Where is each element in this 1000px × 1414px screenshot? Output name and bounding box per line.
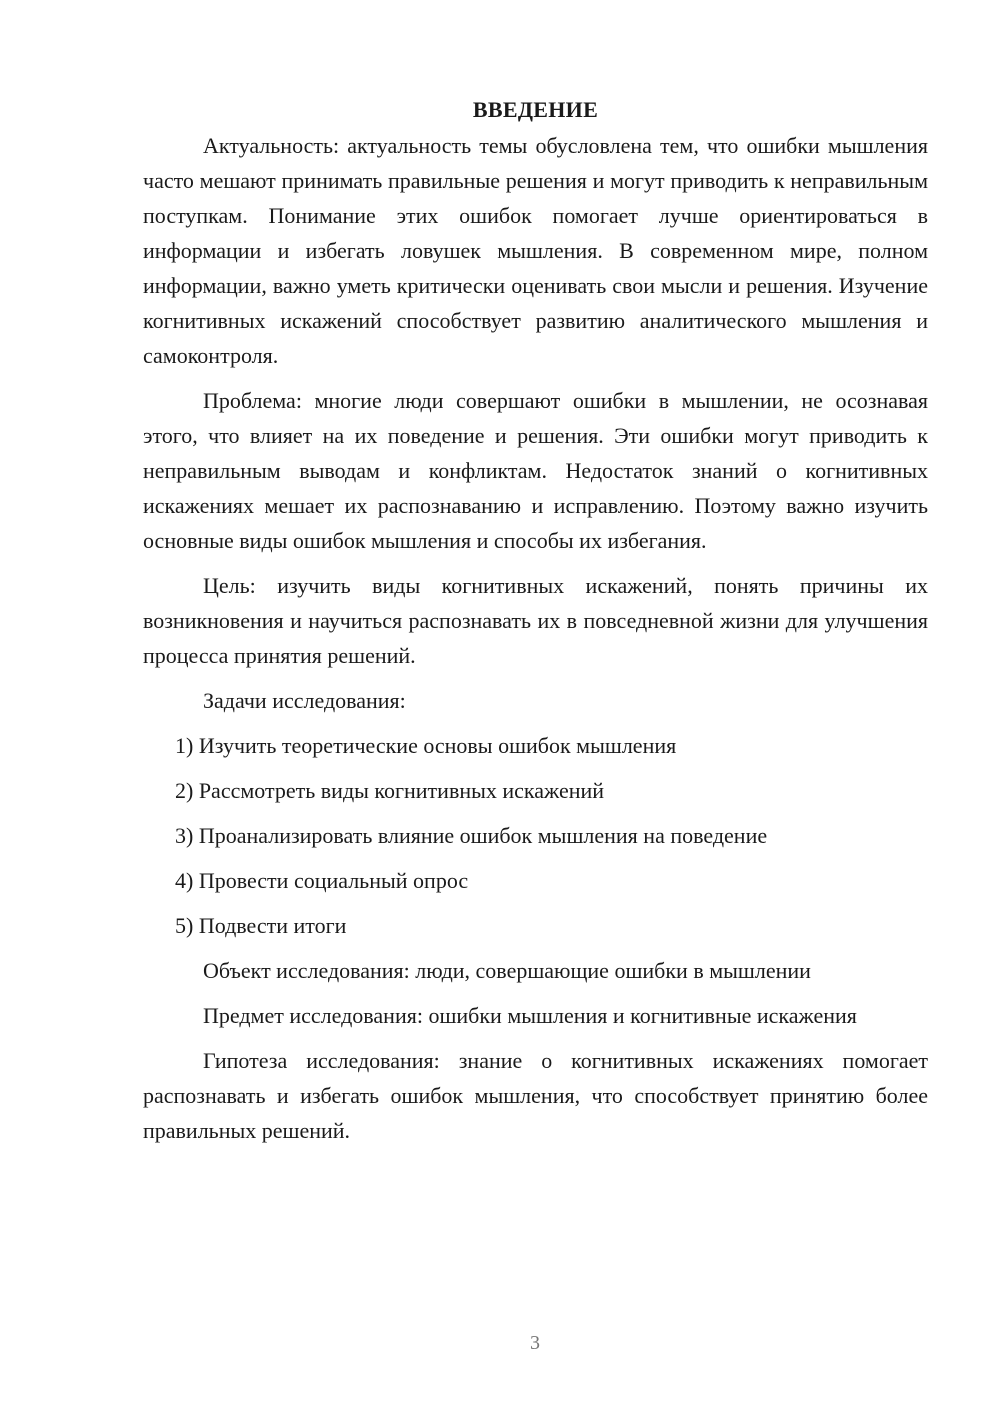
subject-paragraph: Предмет исследования: ошибки мышления и когнитивные искажения <box>203 1003 857 1028</box>
document-page <box>143 92 928 1158</box>
page-number: 3 <box>530 1332 540 1354</box>
page-title: ВВЕДЕНИЕ <box>472 97 599 122</box>
list-item: 2) Рассмотреть виды когнитивных искажений <box>175 778 605 803</box>
tasks-heading: Задачи исследования: <box>203 688 406 713</box>
goal-paragraph: Цель: изучить виды когнитивных искажений, понять причины их возникновения и научиться распознавать их в повседневной жизни для улучшения процесса принятия решений. <box>143 573 928 668</box>
tasks-list <box>143 728 928 943</box>
object-paragraph: Объект исследования: люди, совершающие ошибки в мышлении <box>203 958 811 983</box>
list-item: 1) Изучить теоретические основы ошибок мышления <box>175 733 677 758</box>
list-item: 5) Подвести итоги <box>175 913 347 938</box>
list-item: 4) Провести социальный опрос <box>175 868 469 893</box>
relevance-paragraph: Актуальность: актуальность темы обусловлена тем, что ошибки мышления часто мешают принимать правильные решения и могут приводить к неправильным поступкам. Понимание этих ошибок помогает лучше ориентироваться в информации и избегать ловушек мышления. В современном мире, полном информации, важно уметь критически оценивать свои мысли и решения. Изучение когнитивных искажений способствует развитию аналитического мышления и самоконтроля. <box>143 133 928 368</box>
hypothesis-paragraph: Гипотеза исследования: знание о когнитивных искажениях помогает распознавать и избегать ошибок мышления, что способствует принятию более правильных решений. <box>143 1048 928 1143</box>
list-item: 3) Проанализировать влияние ошибок мышления на поведение <box>175 823 768 848</box>
problem-paragraph: Проблема: многие люди совершают ошибки в мышлении, не осознавая этого, что влияет на их поведение и решения. Эти ошибки могут приводить к неправильным выводам и конфликтам. Недостаток знаний о когнитивных искажениях мешает их распознаванию и исправлению. Поэтому важно изучить основные виды ошибок мышления и способы их избегания. <box>143 388 928 553</box>
